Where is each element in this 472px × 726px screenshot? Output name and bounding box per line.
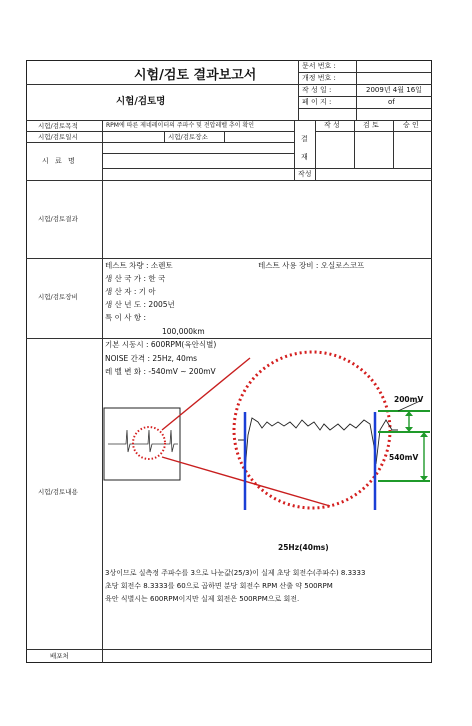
date-row-label: 시험/검토일시 [38,133,78,141]
date-label: 작 성 일 : [302,86,332,94]
content-idle-rpm: 기본 시동시 : 600RPM(육안식별) [105,340,217,349]
purpose-value: RPM에 따른 제네레이터의 주파수 및 전압레벨 추이 확인 [106,122,255,129]
connector-top [162,358,250,430]
purpose-label: 시험/검토목적 [38,122,78,130]
equipment-maker: 생 산 자 : 기 아 [105,287,156,296]
calc-line-2: 초당 회전수 8.3333를 60으로 곱하면 분당 회전수 RPM 산출 약 500RPM [105,582,333,590]
equipment-notes-label: 특 이 사 항 : [105,313,147,322]
report-page [26,60,432,664]
approval-bottom-label: 작성 [298,170,312,178]
report-title: 시험/검토 결과보고서 [134,68,257,83]
content-label: 시험/검토내용 [38,488,78,496]
oscilloscope-figure [102,280,432,510]
content-level: 레 벨 변 화 : -540mV ~ 200mV [105,367,216,376]
label-540mv: 540mV [389,453,419,462]
sample-label: 시 료 명 [42,157,77,165]
equipment-year: 생 산 년 도 : 2005년 [105,300,175,309]
equipment-country: 생 산 국 가 : 한 국 [105,274,166,283]
equipment-mileage: 100,000km [162,327,205,336]
report-subtitle: 시험/검토명 [116,96,166,107]
equipment-label: 시험/검토장비 [38,293,78,301]
content-noise: NOISE 간격 : 25Hz, 40ms [105,354,198,363]
approval-side-label-1: 결 [301,135,308,143]
label-25hz: 25Hz(40ms) [278,543,329,552]
distribution-label: 배포처 [50,652,69,660]
label-200mv: 200mV [394,395,424,404]
calc-line-1: 3상이므로 실측정 주파수를 3으로 나눈값(25/3)이 실제 초당 회전수(주파수) 8.3333 [105,569,366,577]
rev-no-label: 개정 번호 : [302,74,336,82]
approval-side-label-2: 재 [301,153,308,161]
equipment-vehicle: 테스트 차량 : 소렌토 [105,261,173,270]
page-label: 페 이 지 : [302,98,332,106]
approval-col-approver: 승 인 [403,121,419,129]
result-label: 시험/검토결과 [38,215,78,223]
equipment-test-tool: 테스트 사용 장비 : 오실로스코프 [258,261,365,270]
calc-line-3: 육안 식별시는 600RPM이지만 실제 회전은 500RPM으로 회전. [105,595,300,603]
approval-col-reviewer: 검 토 [363,121,379,129]
place-label: 시험/검토장소 [168,133,208,141]
approval-col-writer: 작 성 [324,121,340,129]
date-value: 2009년 4월 16일 [366,86,422,94]
page-of: of [388,98,395,106]
doc-no-label: 문서 번호 : [302,62,336,70]
